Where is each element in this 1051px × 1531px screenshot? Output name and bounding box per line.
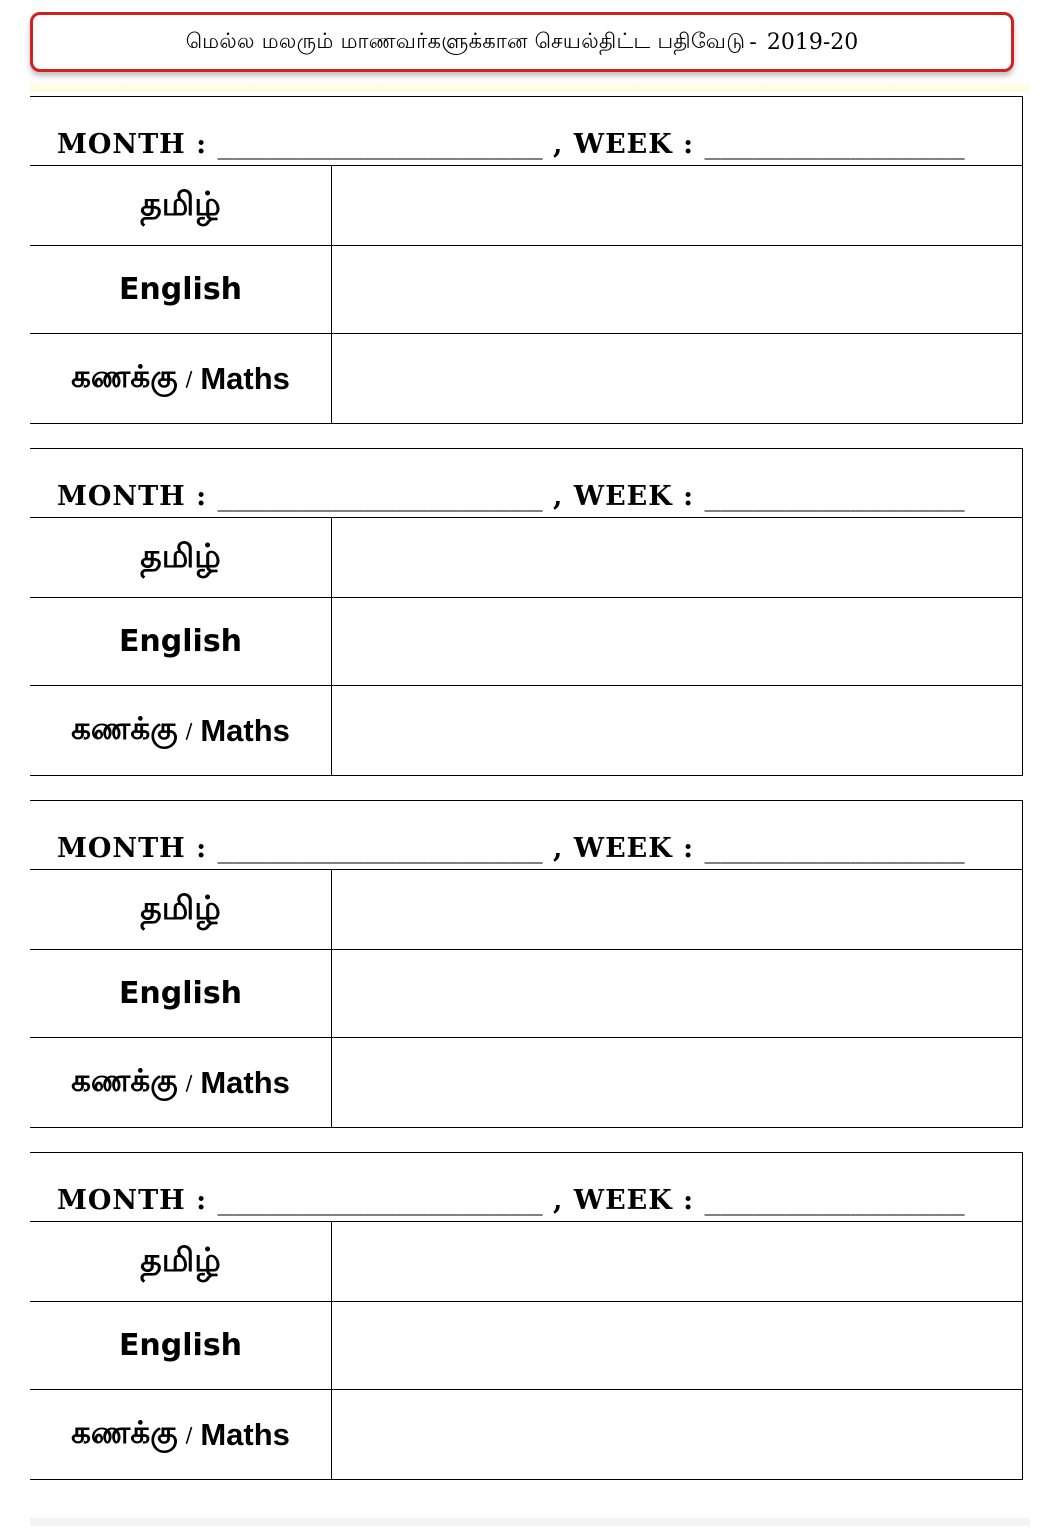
month-blank[interactable]: ____________________ [217,129,543,160]
weekly-record-block-4 [30,1152,1023,1480]
tamil-label: தமிழ் [140,183,221,223]
maths-slash: / [185,1422,193,1447]
row-tamil [30,870,1023,950]
maths-slash: / [185,366,193,391]
maths-tamil-label: கணக்கு [71,1414,178,1451]
english-label: English [118,624,243,659]
month-blank[interactable]: ____________________ [217,481,543,512]
month-week-header [30,96,1023,166]
subject-label-tamil [30,166,332,245]
tamil-label: தமிழ் [140,887,221,927]
form-header [30,12,1014,72]
subject-label-maths [30,1038,332,1127]
maths-tamil-label: கணக்கு [71,710,178,747]
english-label: English [118,272,243,307]
row-tamil [30,1222,1023,1302]
subject-label-english [30,598,332,685]
month-week-line [57,129,965,160]
month-blank[interactable]: ____________________ [217,833,543,864]
entry-cell-english[interactable] [332,950,1023,1037]
month-week-line [57,833,965,864]
week-blank[interactable]: ________________ [704,481,965,512]
maths-slash: / [185,718,193,743]
subject-label-tamil [30,870,332,949]
subject-label-maths [30,686,332,775]
subject-label-english [30,246,332,333]
month-week-header [30,1152,1023,1222]
week-label: , WEEK : [552,833,695,864]
english-label: English [118,1328,243,1363]
entry-cell-tamil[interactable] [332,518,1023,597]
entry-cell-tamil[interactable] [332,166,1023,245]
row-english [30,1302,1023,1390]
english-label: English [118,976,243,1011]
row-english [30,950,1023,1038]
week-blank[interactable]: ________________ [704,1185,965,1216]
tamil-label: தமிழ் [140,1239,221,1279]
subject-label-english [30,1302,332,1389]
month-week-header [30,448,1023,518]
maths-english-label: Maths [200,1064,290,1100]
week-label: , WEEK : [552,129,695,160]
week-blank[interactable]: ________________ [704,129,965,160]
subject-label-tamil [30,1222,332,1301]
entry-cell-english[interactable] [332,1302,1023,1389]
week-blank[interactable]: ________________ [704,833,965,864]
maths-english-label: Maths [200,1416,290,1452]
maths-english-label: Maths [200,712,290,748]
maths-tamil-label: கணக்கு [71,358,178,395]
subject-label-tamil [30,518,332,597]
subject-label-maths [30,334,332,423]
row-tamil [30,166,1023,246]
month-week-header [30,800,1023,870]
entry-cell-english[interactable] [332,246,1023,333]
row-maths [30,686,1023,775]
month-label: MONTH : [57,129,208,160]
row-english [30,598,1023,686]
maths-slash: / [185,1070,193,1095]
month-week-line [57,481,965,512]
maths-tamil-label: கணக்கு [71,1062,178,1099]
week-label: , WEEK : [552,1185,695,1216]
month-label: MONTH : [57,1185,208,1216]
entry-cell-tamil[interactable] [332,870,1023,949]
row-tamil [30,518,1023,598]
weekly-record-block-2 [30,448,1023,776]
entry-cell-english[interactable] [332,598,1023,685]
row-maths [30,1038,1023,1127]
month-label: MONTH : [57,833,208,864]
academic-year: 2019-20 [766,29,859,55]
entry-cell-maths[interactable] [332,1390,1023,1479]
row-english [30,246,1023,334]
row-maths [30,334,1023,423]
header-underlay [30,82,1030,92]
entry-cell-tamil[interactable] [332,1222,1023,1301]
month-week-line [57,1185,965,1216]
page-bottom-edge [30,1518,1030,1526]
month-label: MONTH : [57,481,208,512]
entry-cell-maths[interactable] [332,1038,1023,1127]
month-blank[interactable]: ____________________ [217,1185,543,1216]
entry-cell-maths[interactable] [332,334,1023,423]
weekly-record-block-3 [30,800,1023,1128]
subject-label-maths [30,1390,332,1479]
entry-cell-maths[interactable] [332,686,1023,775]
subject-label-english [30,950,332,1037]
form-title: மெல்ல மலரும் மாணவர்களுக்கான செயல்திட்ட பதிவேடு [185,28,746,53]
maths-english-label: Maths [200,360,290,396]
week-label: , WEEK : [552,481,695,512]
row-maths [30,1390,1023,1479]
tamil-label: தமிழ் [140,535,221,575]
weekly-record-block-1 [30,96,1023,424]
title-separator: - [749,30,757,54]
